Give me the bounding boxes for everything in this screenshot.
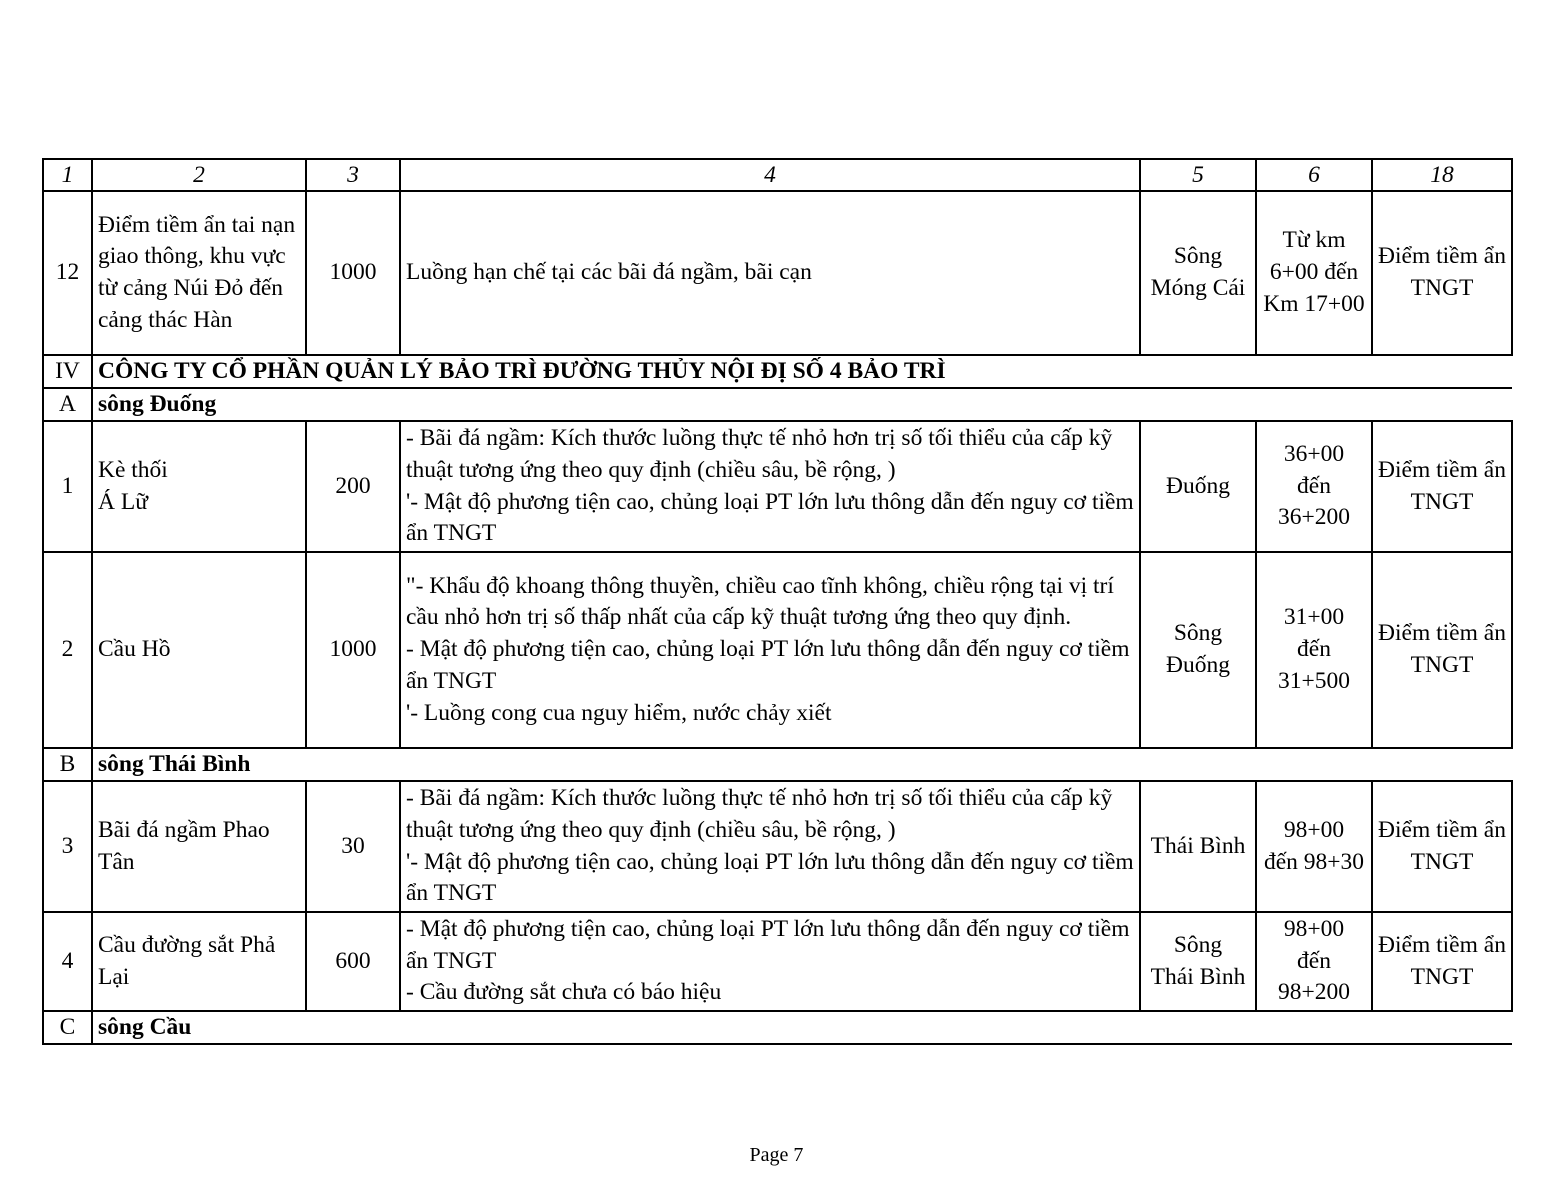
section-title: CÔNG TY CỔ PHẦN QUẢN LÝ BẢO TRÌ ĐƯỜNG THỦY NỘI ĐỊ SỐ 4 BẢO TRÌ bbox=[92, 355, 1512, 388]
hazard-type: Điểm tiềm ẩn TNGT bbox=[1372, 421, 1512, 552]
km-range: 98+00 đến 98+30 bbox=[1256, 781, 1372, 912]
location-name: Kè thối Á Lữ bbox=[92, 421, 306, 552]
section-row bbox=[43, 748, 1512, 781]
header-col-2: 2 bbox=[92, 159, 306, 191]
section-title: sông Đuống bbox=[92, 388, 1512, 421]
river-name: Sông Đuống bbox=[1140, 552, 1256, 748]
section-code: A bbox=[43, 388, 92, 421]
header-col-4: 4 bbox=[400, 159, 1140, 191]
row-number: 1 bbox=[43, 421, 92, 552]
row-number: 12 bbox=[43, 191, 92, 355]
hazard-type: Điểm tiềm ẩn TNGT bbox=[1372, 552, 1512, 748]
hazard-description: "- Khẩu độ khoang thông thuyền, chiều cao tĩnh không, chiều rộng tại vị trí cầu nhỏ hơn trị số thấp nhất của cấp kỹ thuật tương ứng theo quy định. - Mật độ phương tiện cao, chủng loại PT lớn lưu thông dẫn đến nguy cơ tiềm ẩn TNGT '- Luồng cong cua nguy hiểm, nước chảy xiết bbox=[400, 552, 1140, 748]
hazard-type: Điểm tiềm ẩn TNGT bbox=[1372, 781, 1512, 912]
column-number-header-row bbox=[43, 159, 1512, 191]
table-row bbox=[43, 781, 1512, 912]
location-name: Cầu Hồ bbox=[92, 552, 306, 748]
hazard-points-table bbox=[42, 158, 1513, 1045]
river-name: Sông Móng Cái bbox=[1140, 191, 1256, 355]
km-range: Từ km 6+00 đến Km 17+00 bbox=[1256, 191, 1372, 355]
table-row bbox=[43, 421, 1512, 552]
section-title: sông Cầu bbox=[92, 1011, 1512, 1044]
river-name: Sông Thái Bình bbox=[1140, 912, 1256, 1011]
header-col-5: 5 bbox=[1140, 159, 1256, 191]
section-code: C bbox=[43, 1011, 92, 1044]
length-value: 30 bbox=[306, 781, 400, 912]
km-range: 98+00 đến 98+200 bbox=[1256, 912, 1372, 1011]
river-name: Thái Bình bbox=[1140, 781, 1256, 912]
length-value: 1000 bbox=[306, 191, 400, 355]
river-name: Đuống bbox=[1140, 421, 1256, 552]
km-range: 36+00 đến 36+200 bbox=[1256, 421, 1372, 552]
section-code: B bbox=[43, 748, 92, 781]
hazard-description: Luồng hạn chế tại các bãi đá ngầm, bãi cạn bbox=[400, 191, 1140, 355]
section-row bbox=[43, 1011, 1512, 1044]
section-row bbox=[43, 388, 1512, 421]
hazard-description: - Bãi đá ngầm: Kích thước luồng thực tế nhỏ hơn trị số tối thiểu của cấp kỹ thuật tương ứng theo quy định (chiều sâu, bề rộng, ) '- Mật độ phương tiện cao, chủng loại PT lớn lưu thông dẫn đến nguy cơ tiềm ẩn TNGT bbox=[400, 421, 1140, 552]
length-value: 1000 bbox=[306, 552, 400, 748]
row-number: 3 bbox=[43, 781, 92, 912]
location-name: Cầu đường sắt Phả Lại bbox=[92, 912, 306, 1011]
row-number: 4 bbox=[43, 912, 92, 1011]
length-value: 600 bbox=[306, 912, 400, 1011]
table-row bbox=[43, 191, 1512, 355]
row-number: 2 bbox=[43, 552, 92, 748]
km-range: 31+00 đến 31+500 bbox=[1256, 552, 1372, 748]
page-number: Page 7 bbox=[749, 1144, 804, 1166]
header-col-18: 18 bbox=[1372, 159, 1512, 191]
hazard-description: - Mật độ phương tiện cao, chủng loại PT lớn lưu thông dẫn đến nguy cơ tiềm ẩn TNGT - Cầu đường sắt chưa có báo hiệu bbox=[400, 912, 1140, 1011]
hazard-type: Điểm tiềm ẩn TNGT bbox=[1372, 912, 1512, 1011]
hazard-description: - Bãi đá ngầm: Kích thước luồng thực tế nhỏ hơn trị số tối thiểu của cấp kỹ thuật tương ứng theo quy định (chiều sâu, bề rộng, ) '- Mật độ phương tiện cao, chủng loại PT lớn lưu thông dẫn đến nguy cơ tiềm ẩn TNGT bbox=[400, 781, 1140, 912]
section-row bbox=[43, 355, 1512, 388]
location-name: Bãi đá ngầm Phao Tân bbox=[92, 781, 306, 912]
section-title: sông Thái Bình bbox=[92, 748, 1512, 781]
table-row bbox=[43, 552, 1512, 748]
hazard-type: Điểm tiềm ẩn TNGT bbox=[1372, 191, 1512, 355]
header-col-1: 1 bbox=[43, 159, 92, 191]
length-value: 200 bbox=[306, 421, 400, 552]
location-name: Điểm tiềm ẩn tai nạn giao thông, khu vực từ cảng Núi Đỏ đến cảng thác Hàn bbox=[92, 191, 306, 355]
header-col-6: 6 bbox=[1256, 159, 1372, 191]
table-row bbox=[43, 912, 1512, 1011]
section-code: IV bbox=[43, 355, 92, 388]
header-col-3: 3 bbox=[306, 159, 400, 191]
